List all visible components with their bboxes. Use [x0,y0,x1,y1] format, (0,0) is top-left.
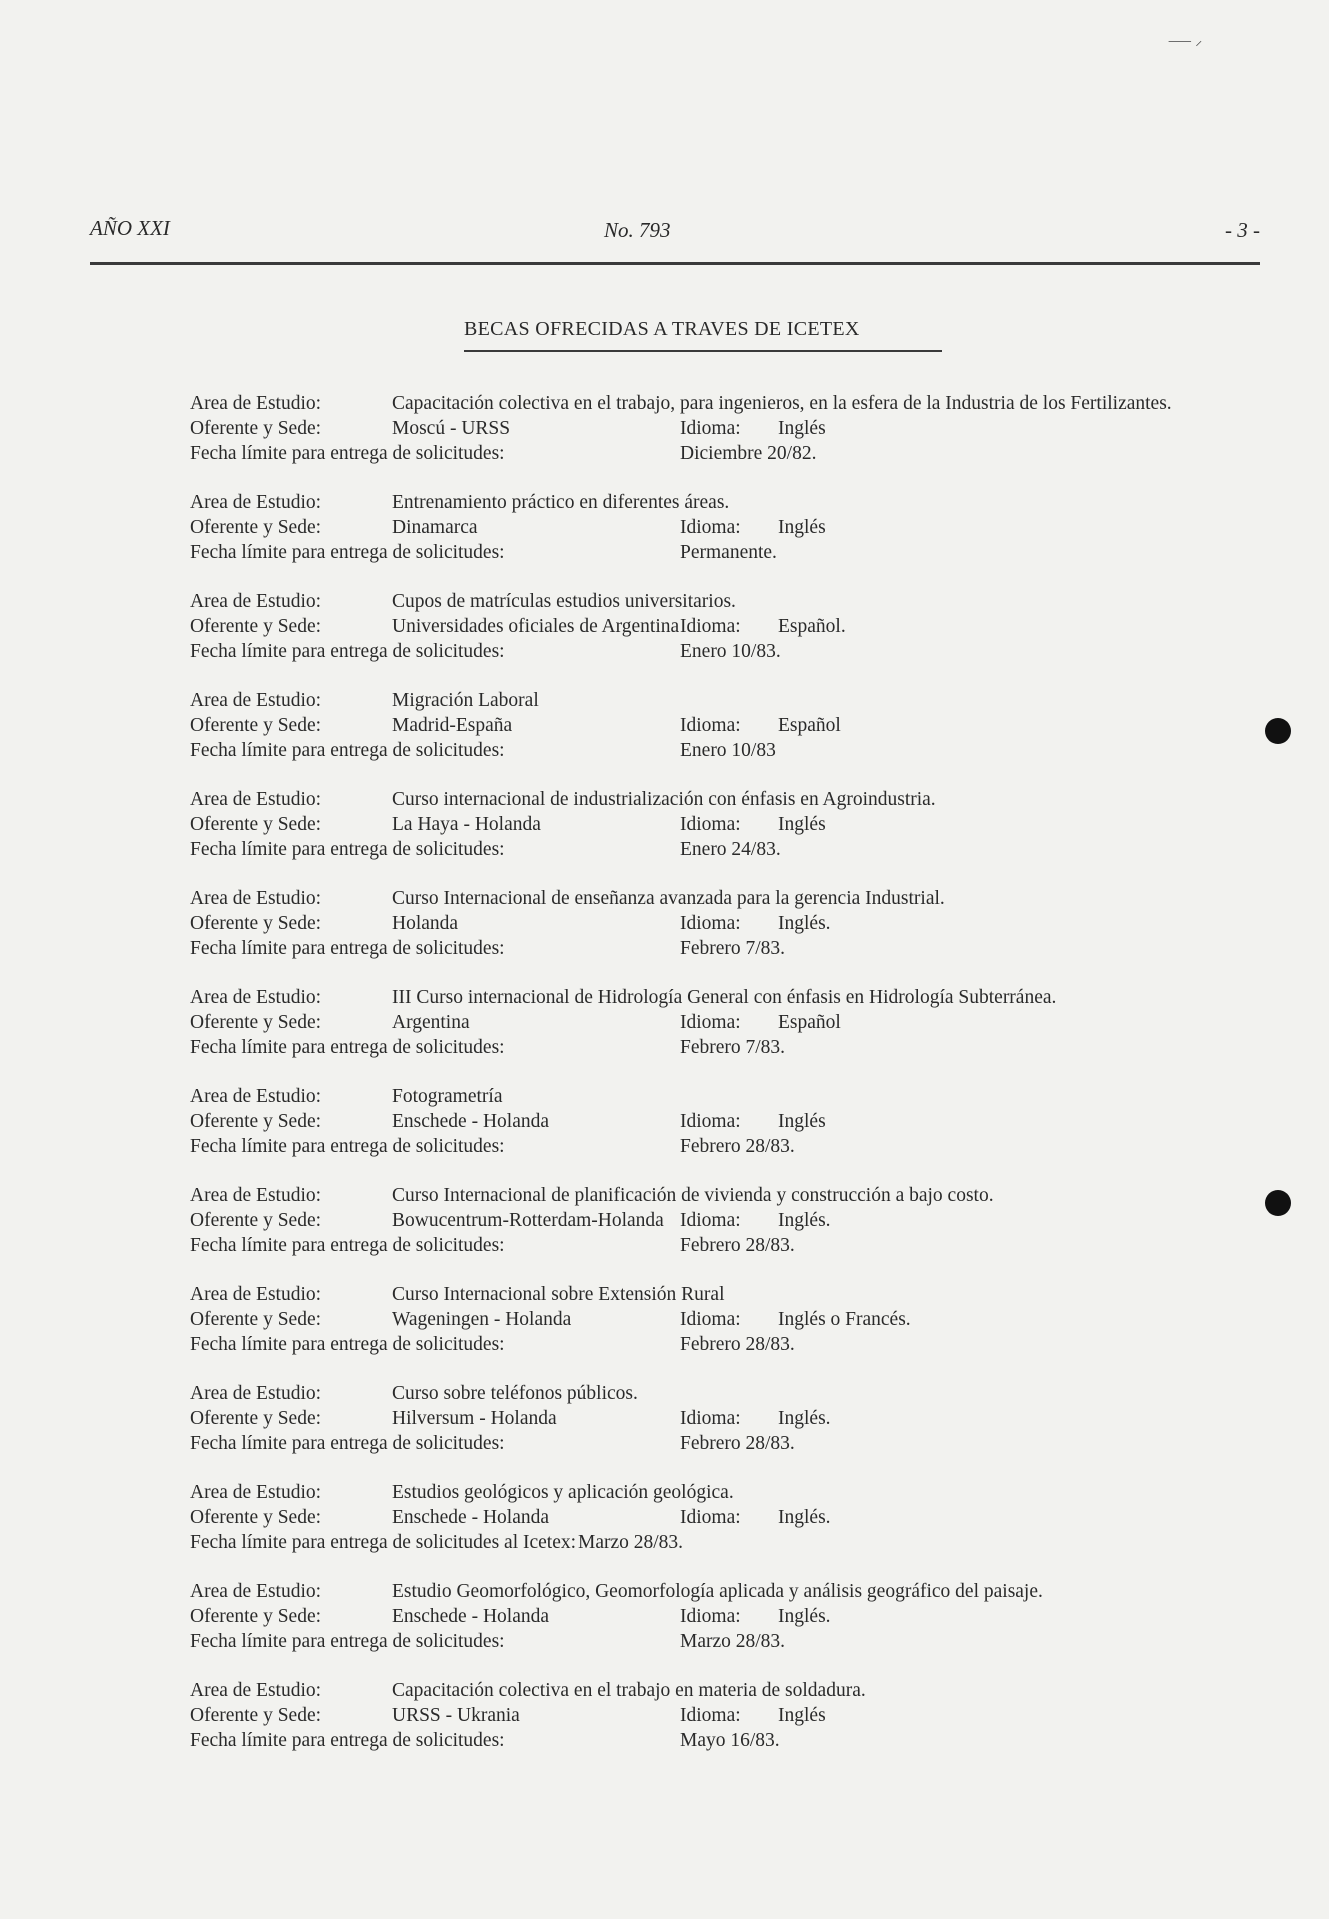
oferente-row [190,812,1200,837]
oferente-value: Hilversum - Holanda [392,1408,557,1429]
oferente-label: Oferente y Sede: [190,1111,322,1132]
fecha-value: Marzo 28/83. [578,1532,684,1553]
area-value: Capacitación colectiva en el trabajo en materia de soldadura. [392,1680,866,1701]
oferente-value: Enschede - Holanda [392,1606,550,1627]
title-underline [464,350,942,352]
fecha-value: Enero 10/83 [680,740,776,761]
area-value: Fotogrametría [392,1086,503,1107]
oferente-value: Dinamarca [392,517,478,538]
fecha-row [190,1233,1200,1258]
fecha-value: Febrero 7/83. [680,1037,786,1058]
idioma-value: Inglés [778,814,826,835]
idioma-value: Inglés. [778,913,831,934]
fecha-label: Fecha límite para entrega de solicitudes: [190,542,505,563]
scholarship-entry [190,1678,1200,1753]
fecha-row [190,1035,1200,1060]
scholarship-entry [190,1282,1200,1357]
header-year: AÑO XXI [90,216,170,240]
scholarship-entry [190,1381,1200,1456]
idioma-field [680,1307,911,1332]
area-label: Area de Estudio: [190,492,322,513]
header-page-number: - 3 - [1225,218,1260,242]
fecha-row [190,1134,1200,1159]
scholarship-entry [190,1480,1200,1555]
scholarship-entry [190,1579,1200,1654]
header-rule [90,262,1260,265]
oferente-value: Argentina [392,1012,470,1033]
punch-hole [1265,718,1291,744]
idioma-label: Idioma: [680,1111,741,1132]
oferente-value: URSS - Ukrania [392,1705,520,1726]
oferente-value: Wageningen - Holanda [392,1309,572,1330]
idioma-value: Español [778,715,841,736]
oferente-row [190,1505,1200,1530]
oferente-label: Oferente y Sede: [190,1408,322,1429]
area-row [190,787,1200,812]
fecha-row [190,738,1200,763]
idioma-value: Inglés. [778,1606,831,1627]
idioma-field [680,1703,826,1728]
area-label: Area de Estudio: [190,789,322,810]
area-label: Area de Estudio: [190,393,322,414]
idioma-value: Inglés [778,1111,826,1132]
oferente-row [190,713,1200,738]
idioma-field [680,1604,831,1629]
idioma-value: Español. [778,616,846,637]
oferente-row [190,1703,1200,1728]
idioma-value: Inglés [778,418,826,439]
oferente-row [190,1208,1200,1233]
idioma-label: Idioma: [680,616,741,637]
fecha-value: Permanente. [680,542,777,563]
scholarship-entry [190,391,1200,466]
fecha-value: Enero 24/83. [680,839,781,860]
fecha-row [190,540,1200,565]
oferente-label: Oferente y Sede: [190,616,322,637]
idioma-field [680,1505,831,1530]
idioma-value: Inglés. [778,1507,831,1528]
idioma-label: Idioma: [680,814,741,835]
scholarship-list [190,391,1200,1777]
area-row [190,985,1200,1010]
area-row [190,589,1200,614]
fecha-label: Fecha límite para entrega de solicitudes: [190,1136,505,1157]
area-label: Area de Estudio: [190,1284,322,1305]
oferente-row [190,1010,1200,1035]
oferente-row [190,1604,1200,1629]
fecha-row [190,1431,1200,1456]
oferente-row [190,1307,1200,1332]
area-value: Curso sobre teléfonos públicos. [392,1383,638,1404]
fecha-label: Fecha límite para entrega de solicitudes: [190,1730,505,1751]
oferente-label: Oferente y Sede: [190,418,322,439]
idioma-field [680,515,826,540]
fecha-row [190,1728,1200,1753]
oferente-value: Enschede - Holanda [392,1111,550,1132]
idioma-value: Español [778,1012,841,1033]
idioma-field [680,812,826,837]
fecha-value: Marzo 28/83. [680,1631,786,1652]
area-row [190,1381,1200,1406]
area-label: Area de Estudio: [190,1482,322,1503]
fecha-value: Enero 10/83. [680,641,781,662]
scholarship-entry [190,589,1200,664]
fecha-value: Febrero 7/83. [680,938,786,959]
oferente-row [190,614,1200,639]
area-label: Area de Estudio: [190,690,322,711]
area-value: Migración Laboral [392,690,539,711]
fecha-label: Fecha límite para entrega de solicitudes: [190,641,505,662]
area-row [190,1183,1200,1208]
oferente-value: Bowucentrum-Rotterdam-Holanda [392,1210,664,1231]
area-row [190,490,1200,515]
scholarship-entry [190,886,1200,961]
idioma-label: Idioma: [680,1606,741,1627]
punch-hole [1265,1190,1291,1216]
fecha-label: Fecha límite para entrega de solicitudes: [190,1334,505,1355]
idioma-label: Idioma: [680,1210,741,1231]
scholarship-entry [190,985,1200,1060]
fecha-value: Febrero 28/83. [680,1334,795,1355]
area-row [190,1282,1200,1307]
idioma-label: Idioma: [680,1705,741,1726]
oferente-row [190,515,1200,540]
fecha-value: Diciembre 20/82. [680,443,817,464]
fecha-row [190,936,1200,961]
oferente-label: Oferente y Sede: [190,715,322,736]
area-value: Cupos de matrículas estudios universitarios. [392,591,736,612]
area-value: Curso Internacional de planificación de vivienda y construcción a bajo costo. [392,1185,994,1206]
idioma-value: Inglés [778,517,826,538]
oferente-row [190,1406,1200,1431]
idioma-label: Idioma: [680,1507,741,1528]
idioma-label: Idioma: [680,1309,741,1330]
scholarship-entry [190,490,1200,565]
idioma-field [680,1208,831,1233]
idioma-value: Inglés o Francés. [778,1309,911,1330]
fecha-row [190,1530,1200,1555]
oferente-label: Oferente y Sede: [190,1012,322,1033]
oferente-row [190,416,1200,441]
fecha-label: Fecha límite para entrega de solicitudes: [190,1235,505,1256]
scholarship-entry [190,787,1200,862]
area-value: Curso Internacional sobre Extensión Rural [392,1284,725,1305]
area-value: Estudios geológicos y aplicación geológica. [392,1482,734,1503]
area-value: III Curso internacional de Hidrología General con énfasis en Hidrología Subterránea. [392,987,1057,1008]
fecha-row [190,1332,1200,1357]
idioma-value: Inglés. [778,1210,831,1231]
idioma-label: Idioma: [680,517,741,538]
fecha-label: Fecha límite para entrega de solicitudes al Icetex: [190,1532,577,1553]
idioma-field [680,614,846,639]
area-row [190,1480,1200,1505]
area-row [190,391,1200,416]
fecha-label: Fecha límite para entrega de solicitudes: [190,1631,505,1652]
fecha-value: Mayo 16/83. [680,1730,780,1751]
page-title: BECAS OFRECIDAS A TRAVES DE ICETEX [464,318,860,340]
area-label: Area de Estudio: [190,1581,322,1602]
idioma-field [680,1406,831,1431]
oferente-label: Oferente y Sede: [190,1705,322,1726]
header-issue-number: No. 793 [604,218,671,242]
area-row [190,1678,1200,1703]
oferente-value: Moscú - URSS [392,418,511,439]
idioma-value: Inglés [778,1705,826,1726]
idioma-field [680,1109,826,1134]
oferente-value: Holanda [392,913,459,934]
area-value: Entrenamiento práctico en diferentes áreas. [392,492,730,513]
oferente-label: Oferente y Sede: [190,1606,322,1627]
area-label: Area de Estudio: [190,1185,322,1206]
fecha-row [190,1629,1200,1654]
fecha-label: Fecha límite para entrega de solicitudes: [190,443,505,464]
page-header [90,216,1260,244]
fecha-label: Fecha límite para entrega de solicitudes: [190,938,505,959]
area-row [190,688,1200,713]
idioma-label: Idioma: [680,418,741,439]
oferente-value: Madrid-España [392,715,513,736]
scholarship-entry [190,1183,1200,1258]
area-value: Estudio Geomorfológico, Geomorfología aplicada y análisis geográfico del paisaje. [392,1581,1043,1602]
area-label: Area de Estudio: [190,1383,322,1404]
scholarship-entry [190,1084,1200,1159]
oferente-value: La Haya - Holanda [392,814,541,835]
oferente-label: Oferente y Sede: [190,1210,322,1231]
area-row [190,886,1200,911]
fecha-row [190,639,1200,664]
idioma-field [680,1010,841,1035]
oferente-row [190,911,1200,936]
oferente-label: Oferente y Sede: [190,913,322,934]
area-label: Area de Estudio: [190,1680,322,1701]
area-label: Area de Estudio: [190,1086,322,1107]
area-value: Capacitación colectiva en el trabajo, para ingenieros, en la esfera de la Industria de los Fertilizantes. [392,393,1172,414]
scholarship-entry [190,688,1200,763]
oferente-label: Oferente y Sede: [190,814,322,835]
area-value: Curso Internacional de enseñanza avanzada para la gerencia Industrial. [392,888,945,909]
fecha-label: Fecha límite para entrega de solicitudes: [190,1037,505,1058]
idioma-label: Idioma: [680,1012,741,1033]
idioma-label: Idioma: [680,913,741,934]
area-label: Area de Estudio: [190,888,322,909]
oferente-label: Oferente y Sede: [190,1507,322,1528]
fecha-row [190,441,1200,466]
area-row [190,1579,1200,1604]
idioma-value: Inglés. [778,1408,831,1429]
area-value: Curso internacional de industrialización con énfasis en Agroindustria. [392,789,936,810]
fecha-label: Fecha límite para entrega de solicitudes: [190,839,505,860]
area-label: Area de Estudio: [190,591,322,612]
fecha-label: Fecha límite para entrega de solicitudes: [190,740,505,761]
idioma-label: Idioma: [680,1408,741,1429]
oferente-value: Enschede - Holanda [392,1507,550,1528]
fecha-value: Febrero 28/83. [680,1433,795,1454]
fecha-value: Febrero 28/83. [680,1136,795,1157]
idioma-field [680,713,841,738]
oferente-value: Universidades oficiales de Argentina [392,616,680,637]
area-label: Area de Estudio: [190,987,322,1008]
oferente-label: Oferente y Sede: [190,517,322,538]
idioma-label: Idioma: [680,715,741,736]
idioma-field [680,416,826,441]
fecha-label: Fecha límite para entrega de solicitudes: [190,1433,505,1454]
area-row [190,1084,1200,1109]
fecha-value: Febrero 28/83. [680,1235,795,1256]
oferente-label: Oferente y Sede: [190,1309,322,1330]
margin-mark: ⸺ ⸝ [1168,34,1203,49]
oferente-row [190,1109,1200,1134]
fecha-row [190,837,1200,862]
idioma-field [680,911,831,936]
